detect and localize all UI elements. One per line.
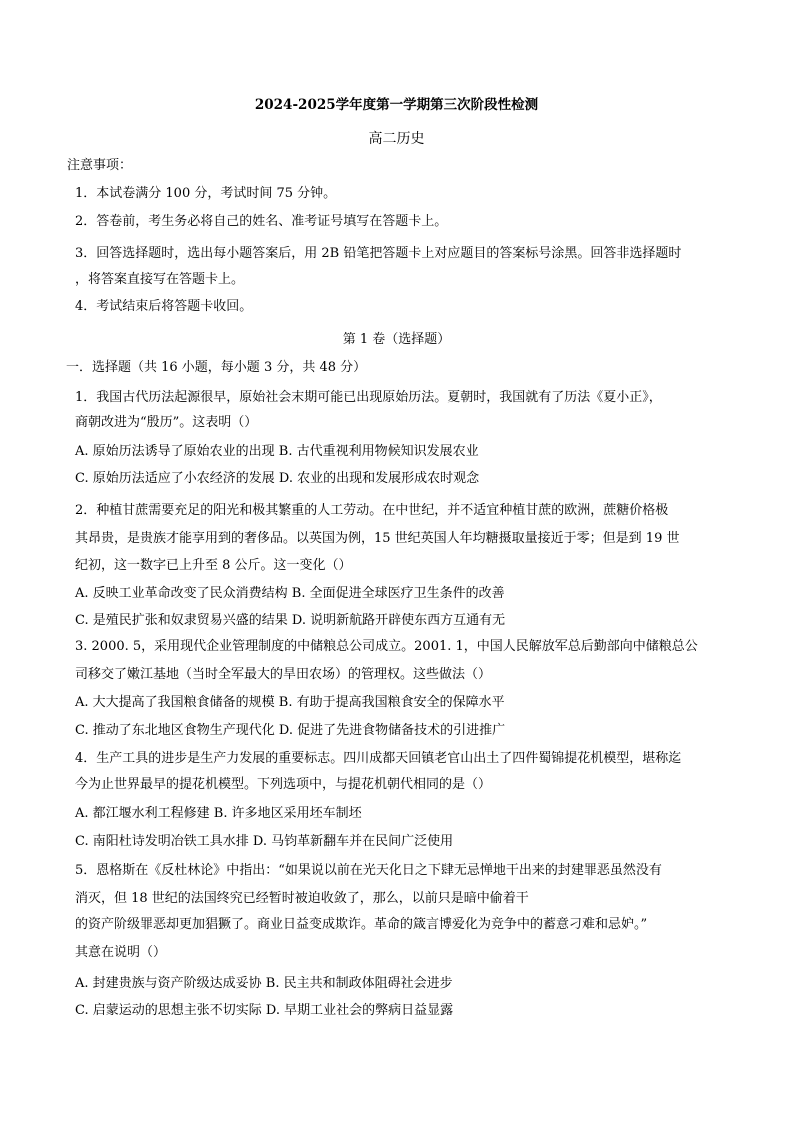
- question-stem: 司移交了嫩江基地（当时全军最大的旱田农场）的管理权。这些做法（）: [75, 667, 492, 682]
- question-options: C. 是殖民扩张和奴隶贸易兴盛的结果 D. 说明新航路开辟使东西方互通有无: [75, 613, 506, 628]
- notice-item: 2．答卷前，考生务必将自己的姓名、准考证号填写在答题卡上。: [75, 214, 448, 229]
- question-stem: 其意在说明（）: [75, 945, 167, 960]
- exam-subject: 高二历史: [368, 131, 425, 147]
- question-options: C. 南阳杜诗发明冶铁工具水排 D. 马钧革新翻车并在民间广泛使用: [75, 834, 454, 849]
- part-heading: 一．选择题（共 16 小题，每小题 3 分，共 48 分）: [66, 360, 367, 375]
- volume-heading: 第 1 卷（选择题）: [342, 332, 451, 347]
- question-options: A. 封建贵族与资产阶级达成妥协 B. 民主共和制政体阻碍社会进步: [75, 976, 453, 991]
- question-stem: 商朝改进为“殷历”。这表明（）: [75, 415, 258, 430]
- question-options: C. 推动了东北地区食物生产现代化 D. 促进了先进食物储备技术的引进推广: [75, 723, 506, 738]
- question-stem: 消灭，但 18 世纪的法国终究已经暂时被迫收敛了，那么，以前只是暗中偷着干: [75, 891, 529, 906]
- question-stem: 5．恩格斯在《反杜林论》中指出：“如果说以前在光天化日之下肆无忌惮地干出来的封建罪恶虽然没有: [75, 863, 662, 878]
- question-options: A. 原始历法诱导了原始农业的出现 B. 古代重视利用物候知识发展农业: [75, 444, 479, 459]
- question-options: A. 大大提高了我国粮食储备的规模 B. 有助于提高我国粮食安全的保障水平: [75, 695, 505, 710]
- question-stem: 其昂贵，是贵族才能享用到的奢侈品。以英国为例，15 世纪英国人年均糖摄取量接近于零；但是到 19 世: [75, 531, 680, 546]
- notice-item: 1．本试卷满分 100 分，考试时间 75 分钟。: [75, 186, 337, 201]
- notice-item: 3．回答选择题时，选出每小题答案后，用 2B 铅笔把答题卡上对应题目的答案标号涂黑。回答非选择题时: [75, 246, 682, 261]
- notice-heading: 注意事项：: [67, 158, 133, 173]
- question-stem: 的资产阶级罪恶却更加猖獗了。商业日益变成欺诈。革命的箴言博爱化为竞争中的蓄意刁难和忌妒。”: [75, 917, 648, 932]
- question-options: C. 启蒙运动的思想主张不切实际 D. 早期工业社会的弊病日益显露: [75, 1003, 454, 1018]
- question-stem: 4．生产工具的进步是生产力发展的重要标志。四川成都天回镇老官山出土了四件蜀锦提花机模型，堪称迄: [75, 751, 682, 766]
- exam-title: 2024-2025学年度第一学期第三次阶段性检测: [254, 97, 539, 113]
- question-stem: 3. 2000. 5，采用现代企业管理制度的中储粮总公司成立。2001. 1，中国人民解放军总后勤部向中储粮总公: [75, 639, 698, 654]
- notice-item-continued: ，将答案直接写在答题卡上。: [75, 272, 245, 287]
- question-stem: 2．种植甘蔗需要充足的阳光和极其繁重的人工劳动。在中世纪，并不适宜种植甘蔗的欧洲，蔗糖价格极: [75, 503, 669, 518]
- question-options: A. 反映工业革命改变了民众消费结构 B. 全面促进全球医疗卫生条件的改善: [75, 586, 505, 601]
- notice-item: 4．考试结束后将答题卡收回。: [75, 299, 253, 314]
- question-options: A. 都江堰水利工程修建 B. 许多地区采用坯车制坯: [75, 806, 362, 821]
- question-options: C. 原始历法适应了小农经济的发展 D. 农业的出现和发展形成农时观念: [75, 471, 480, 486]
- question-stem: 1．我国古代历法起源很早，原始社会末期可能已出现原始历法。夏朝时，我国就有了历法《夏小正》，: [75, 390, 662, 405]
- question-stem: 纪初，这一数字已上升至 8 公斤。这一变化（）: [75, 558, 352, 573]
- question-stem: 今为止世界最早的提花机模型。下列选项中，与提花机朝代相同的是（）: [75, 777, 492, 792]
